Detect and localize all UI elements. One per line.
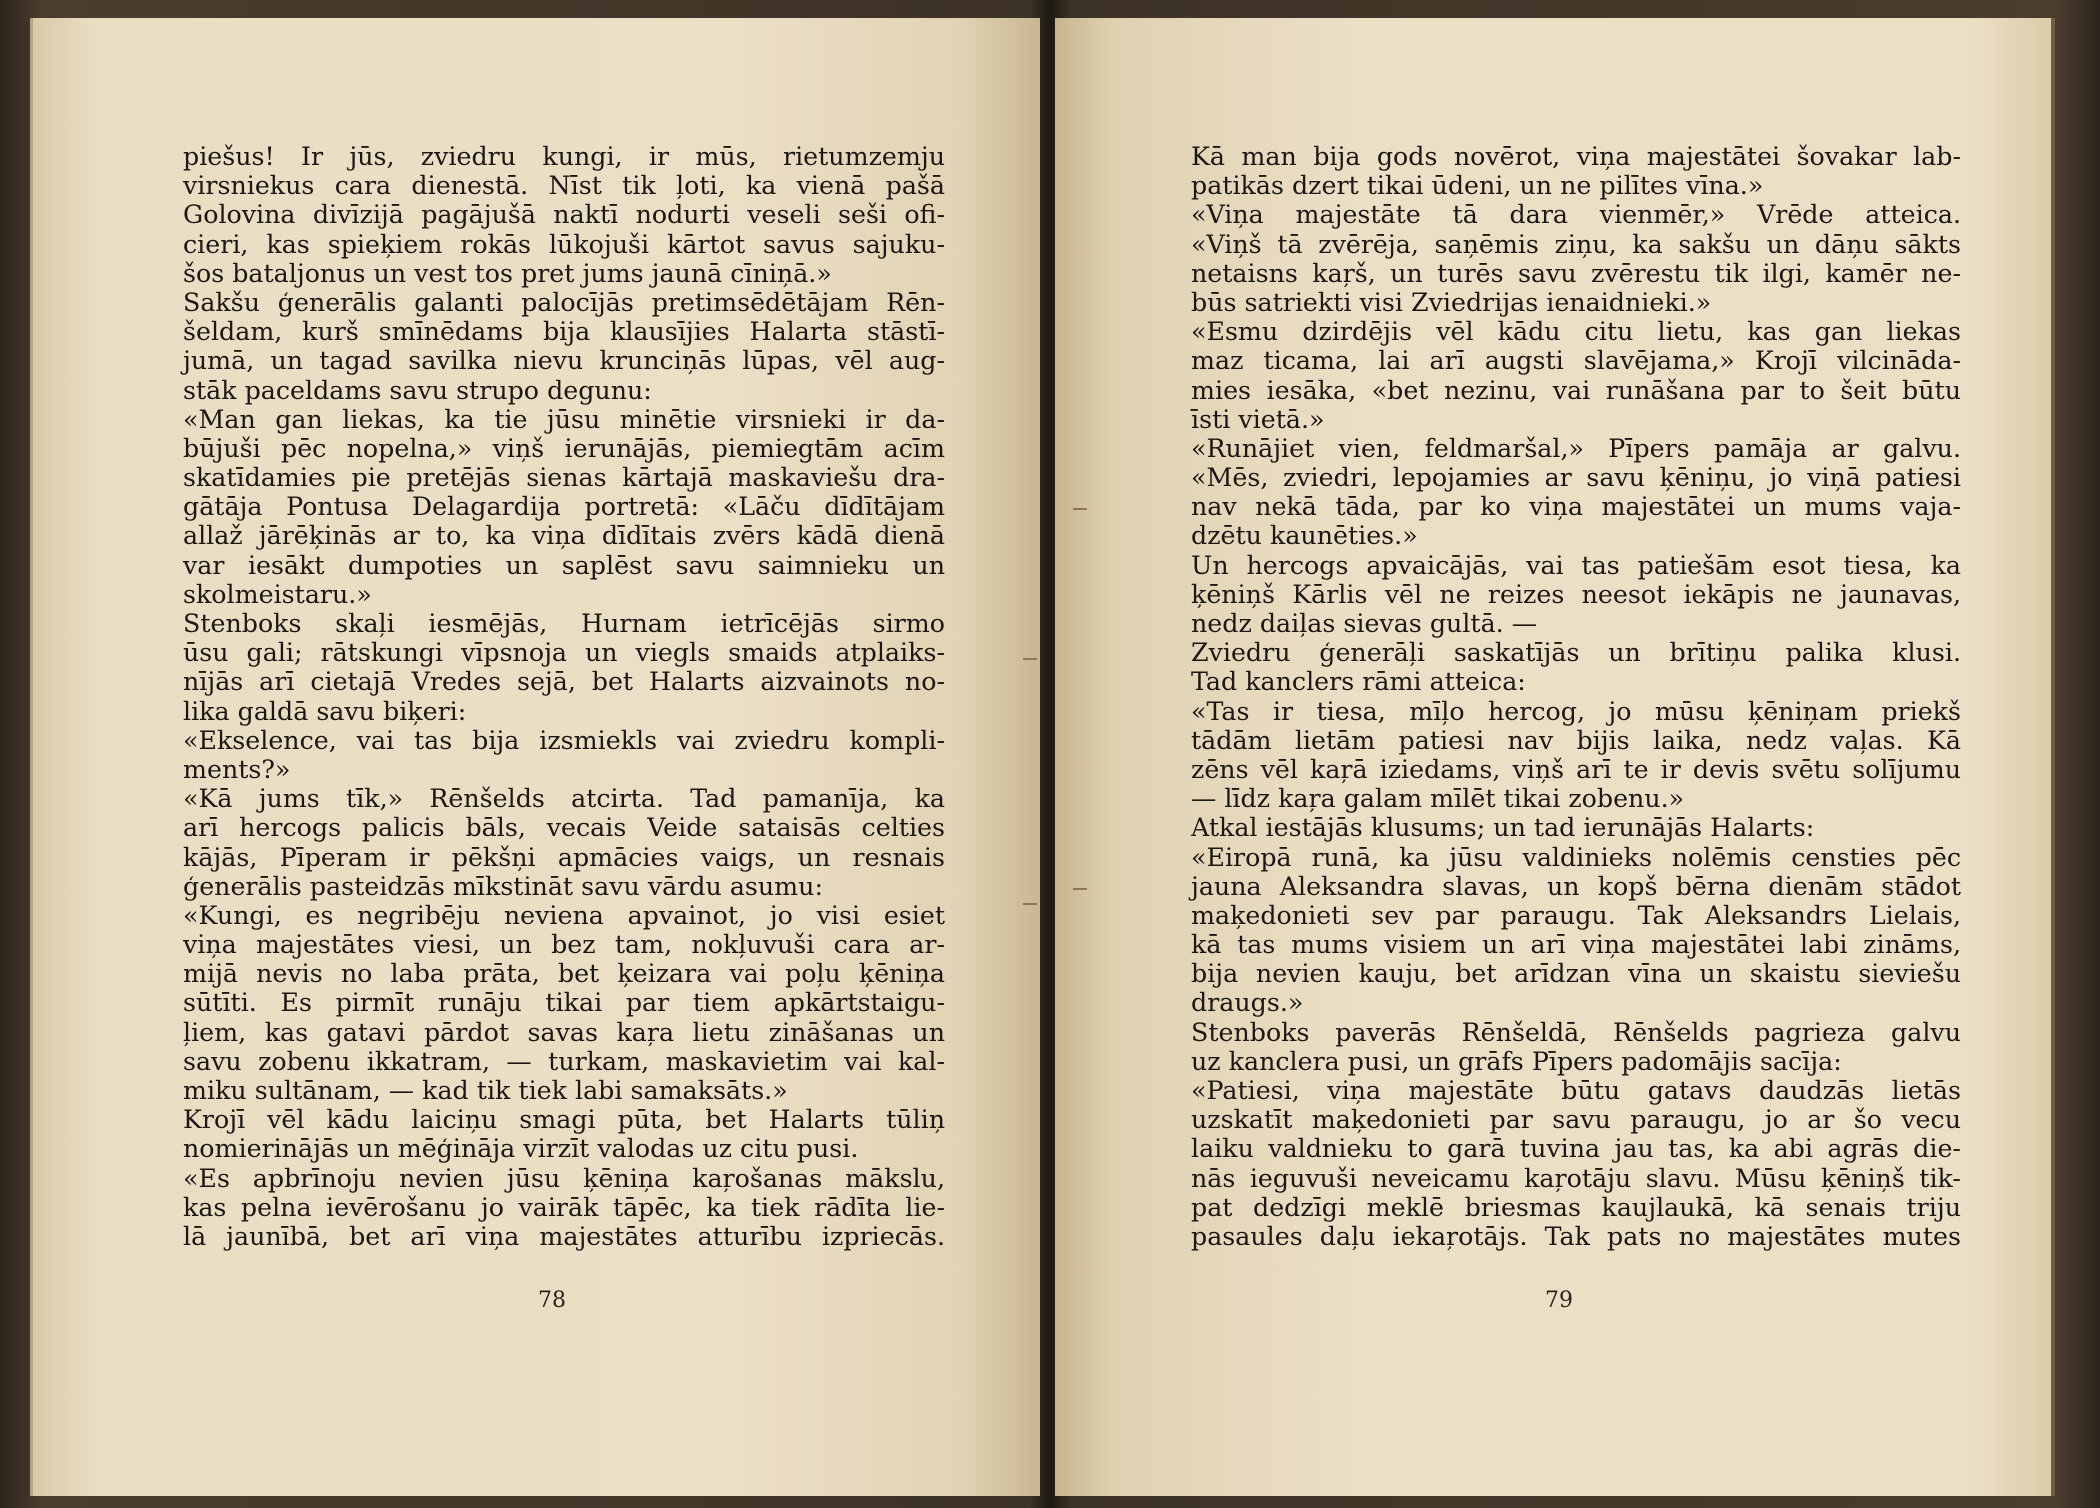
text-line: maķedonieti sev par paraugu. Tak Aleksandrs Lielais, <box>1191 900 1961 930</box>
text-line: Kā man bija gods novērot, viņa majestātei šovakar lab- <box>1191 142 1961 171</box>
text-line: «Man gan liekas, ka tie jūsu minētie virsnieki ir da- <box>183 404 945 434</box>
text-line: piešus! Ir jūs, zviedru kungi, ir mūs, rietumzemju <box>183 142 945 171</box>
text-line: Tad kanclers rāmi atteica: <box>1191 667 1526 697</box>
text-line: jumā, un tagad savilka nievu krunciņās lūpas, vēl aug- <box>183 346 945 376</box>
text-line: virsniekus cara dienestā. Nīst tik ļoti, ka vienā pašā <box>183 171 945 201</box>
text-line: zēns vēl kaŗā iziedams, viņš arī te ir devis svētu solījumu <box>1191 754 1961 784</box>
text-line: būjuši pēc nopelna,» viņš ierunājās, piemiegtām acīm <box>183 433 945 463</box>
text-line: «Ekselence, vai tas bija izsmiekls vai zviedru kompli- <box>183 725 945 755</box>
text-line: «Esmu dzirdējis vēl kādu citu lietu, kas gan liekas <box>1191 317 1961 347</box>
text-line: ķēniņš Kārlis vēl ne reizes neesot iekāpis ne jaunavas, <box>1191 579 1961 609</box>
text-line: lika galdā savu biķeri: <box>183 696 467 726</box>
left-page-text <box>183 142 945 1251</box>
text-line: «Es apbrīnoju nevien jūsu ķēniņa kaŗošanas mākslu, <box>183 1163 945 1193</box>
text-line: tādām lietām patiesi nav bijis laika, nedz vaļas. Kā <box>1191 725 1961 755</box>
text-line: ūsu gali; rātskungi vīpsnoja un viegls smaids atplaiks- <box>183 638 945 668</box>
text-line: gātāja Pontusa Delagardija portretā: «Lāču dīdītājam <box>183 492 945 522</box>
margin-mark <box>1023 903 1037 905</box>
text-line: viņa majestātes viesi, un bez tam, nokļuvuši cara ar- <box>183 930 945 960</box>
text-line: pat dedzīgi meklē briesmas kaujlaukā, kā senais triju <box>1191 1192 1961 1222</box>
text-line: maz ticama, lai arī augsti slavējama,» Krojī vilcināda- <box>1191 346 1961 376</box>
margin-mark <box>1023 658 1037 660</box>
text-line: bija nevien kauju, bet arīdzan vīna un skaistu sieviešu <box>1191 959 1961 989</box>
text-line: «Viņš tā zvērēja, saņēmis ziņu, ka sakšu un dāņu sākts <box>1191 229 1961 259</box>
text-line: ļiem, kas gatavi pārdot savas kaŗa lietu zināšanas un <box>183 1017 945 1047</box>
text-line: «Kā jums tīk,» Rēnšelds atcirta. Tad pamanīja, ka <box>183 784 945 814</box>
text-line: draugs.» <box>1191 988 1304 1018</box>
margin-mark <box>1073 508 1087 510</box>
text-line: uz kanclera pusi, un grāfs Pīpers padomājis sacīja: <box>1191 1046 1842 1076</box>
text-line: mijā nevis no laba prāta, bet ķeizara vai poļu ķēniņa <box>183 959 945 989</box>
text-line: «Kungi, es negribēju neviena apvainot, jo visi esiet <box>183 900 945 930</box>
text-line: arī hercogs palicis bāls, vecais Veide sataisās celties <box>183 813 945 843</box>
text-line: šos bataljonus un vest tos pret jums jaunā cīniņā.» <box>183 258 832 288</box>
text-line: allaž jārēķinās ar to, ka viņa dīdītais zvērs kādā dienā <box>183 521 945 551</box>
text-line: ģenerālis pasteidzās mīkstināt savu vārdu asumu: <box>183 871 823 901</box>
text-line: Un hercogs apvaicājās, vai tas patiešām esot tiesa, ka <box>1191 550 1961 580</box>
text-line: dzētu kaunēties.» <box>1191 521 1418 551</box>
text-line: īsti vietā.» <box>1191 404 1325 434</box>
text-line: Krojī vēl kādu laiciņu smagi pūta, bet Halarts tūliņ <box>183 1105 945 1135</box>
text-line: Stenboks paverās Rēnšeldā, Rēnšelds pagrieza galvu <box>1191 1017 1961 1047</box>
text-line: nījās arī cietajā Vredes sejā, bet Halarts aizvainots no- <box>183 667 945 697</box>
text-line: — līdz kaŗa galam mīlēt tikai zobenu.» <box>1191 784 1685 814</box>
text-line: var iesākt dumpoties un saplēst savu saimnieku un <box>183 550 945 580</box>
text-line: nās ieguvuši neveicamu kaŗotāju slavu. Mūsu ķēniņš tik- <box>1191 1163 1961 1193</box>
text-line: Sakšu ģenerālis galanti palocījās pretimsēdētājam Rēn- <box>183 287 945 317</box>
text-line: nedz daiļas sievas gultā. — <box>1191 609 1538 638</box>
text-line: pasaules daļu iekaŗotājs. Tak pats no majestātes mutes <box>1191 1221 1961 1251</box>
margin-mark <box>1073 888 1087 890</box>
text-line: kājās, Pīperam ir pēkšņi apmācies vaigs, un resnais <box>183 842 945 872</box>
text-line: kas pelna ievērošanu jo vairāk tāpēc, ka tiek rādīta lie- <box>183 1192 945 1222</box>
text-line: nav nekā tāda, par ko viņa majestātei un mums vaja- <box>1191 492 1961 522</box>
text-line: būs satriekti visi Zviedrijas ienaidnieki.» <box>1191 287 1712 317</box>
text-line: ments?» <box>183 754 291 784</box>
text-line: skatīdamies pie pretējās sienas kārtajā maskaviešu dra- <box>183 463 945 493</box>
text-line: lā jaunībā, bet arī viņa majestātes atturību izpriecās. <box>183 1221 945 1251</box>
text-line: «Viņa majestāte tā dara vienmēr,» Vrēde atteica. <box>1191 200 1961 230</box>
right-page <box>1055 18 2055 1496</box>
text-line: Zviedru ģenerāļi saskatījās un brītiņu palika klusi. <box>1191 638 1961 668</box>
right-page-text <box>1191 142 1961 1251</box>
text-line: cieri, kas spieķiem rokās lūkojuši kārtot savus sajuku- <box>183 229 945 259</box>
text-line: netaisns kaŗš, un turēs savu zvērestu tik ilgi, kamēr ne- <box>1191 258 1961 288</box>
page-number-right: 79 <box>1545 1288 1573 1313</box>
text-line: kā tas mums visiem un arī viņa majestātei labi zināms, <box>1191 930 1961 960</box>
text-line: Atkal iestājās klusums; un tad ierunājās Halarts: <box>1191 813 1815 843</box>
text-line: nomierinājās un mēģināja virzīt valodas uz citu pusi. <box>183 1134 859 1164</box>
text-line: «Runājiet vien, feldmaršal,» Pīpers pamāja ar galvu. <box>1191 433 1961 463</box>
text-line: miku sultānam, — kad tik tiek labi samaksāts.» <box>183 1076 788 1105</box>
text-line: skolmeistaru.» <box>183 579 372 609</box>
text-line: laiku valdnieku to garā tuvina jau tas, ka abi agrās die- <box>1191 1134 1961 1164</box>
text-line: stāk paceldams savu strupo degunu: <box>183 375 652 405</box>
left-page <box>30 18 1040 1496</box>
page-number-left: 78 <box>538 1288 566 1313</box>
text-line: šeldam, kurš smīnēdams bija klausījies Halarta stāstī- <box>183 317 945 347</box>
text-line: «Eiropā runā, ka jūsu valdinieks nolēmis censties pēc <box>1191 842 1961 872</box>
text-line: uzskatīt maķedonieti par savu paraugu, jo ar šo vecu <box>1191 1105 1961 1135</box>
text-line: savu zobenu ikkatram, — turkam, maskavietim vai kal- <box>183 1046 945 1076</box>
text-line: «Patiesi, viņa majestāte būtu gatavs daudzās lietās <box>1191 1076 1961 1105</box>
text-line: sūtīti. Es pirmīt runāju tikai par tiem apkārtstaigu- <box>183 988 945 1018</box>
text-line: «Tas ir tiesa, mīļo hercog, jo mūsu ķēniņam priekš <box>1191 696 1961 726</box>
text-line: patikās dzert tikai ūdeni, un ne pilītes vīna.» <box>1191 171 1764 201</box>
text-line: Stenboks skaļi iesmējās, Hurnam ietrīcējās sirmo <box>183 609 945 638</box>
text-line: «Mēs, zviedri, lepojamies ar savu ķēniņu, jo viņā patiesi <box>1191 463 1961 493</box>
text-line: Golovina divīzijā pagājušā naktī nodurti veseli seši ofi- <box>183 200 945 230</box>
text-line: mies iesāka, «bet nezinu, vai runāšana par to šeit būtu <box>1191 375 1961 405</box>
text-line: jauna Aleksandra slavas, un kopš bērna dienām stādot <box>1191 871 1961 901</box>
